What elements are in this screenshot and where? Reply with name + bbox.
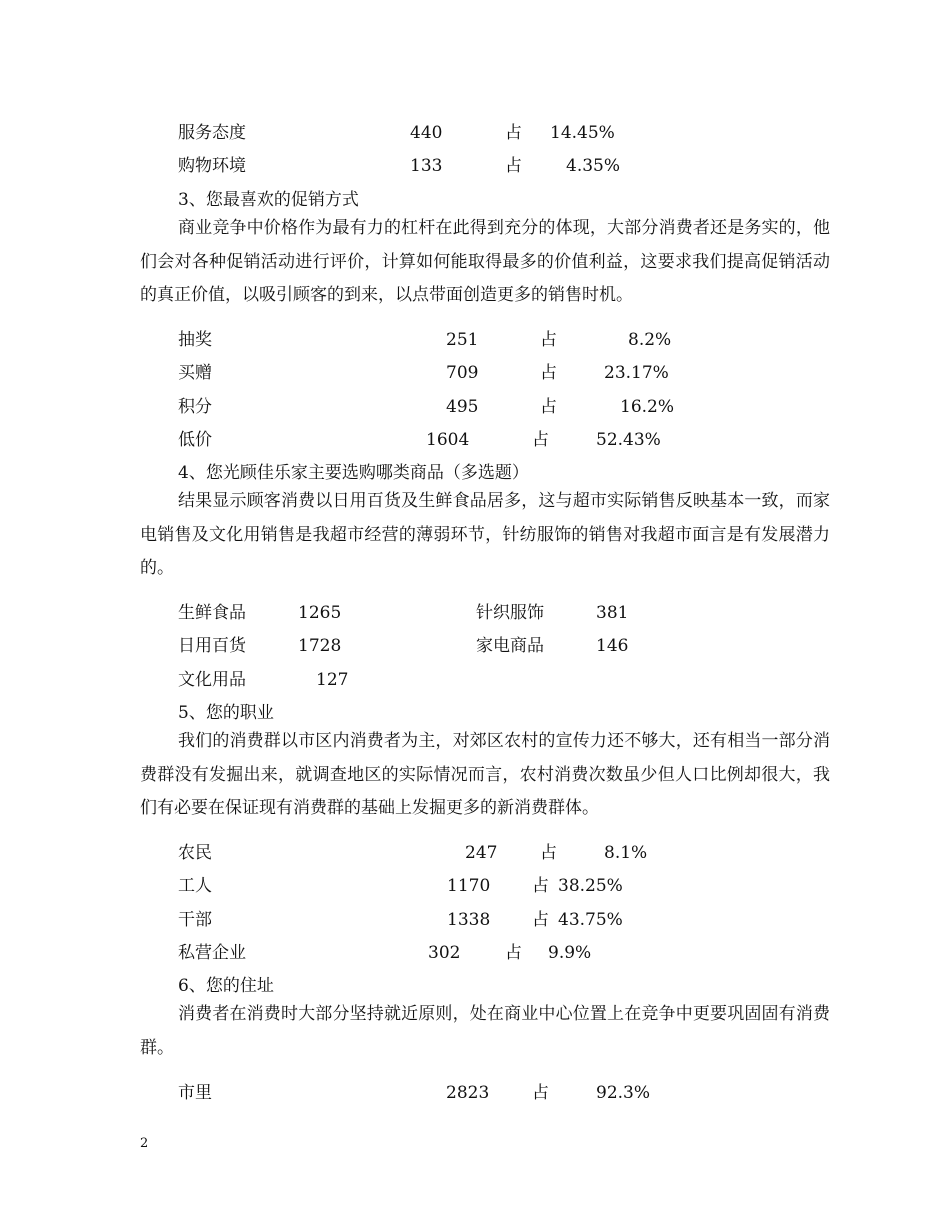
section-paragraph-6: 消费者在消费时大部分坚持就近原则，处在商业中心位置上在竞争中更要巩固固有消费群。 <box>140 1004 830 1058</box>
page-number: 2 <box>140 1136 149 1151</box>
row-label: 服务态度 <box>178 123 246 143</box>
row-pct: 43.75% <box>558 910 623 930</box>
row-pct: 8.2% <box>628 330 672 350</box>
row-zhan: 占 <box>540 397 557 417</box>
row-zhan: 占 <box>505 156 522 176</box>
row-zhan: 占 <box>532 910 549 930</box>
row-pct: 8.1% <box>604 843 648 863</box>
section-paragraph-4: 结果显示顾客消费以日用百货及生鲜食品居多，这与超市实际销售反映基本一致，而家电销售及文化用销售是我超市经营的薄弱环节，针纺服饰的销售对我超市面言是有发展潜力的。 <box>140 491 830 578</box>
section-heading-6: 6、您的住址 <box>178 976 274 996</box>
row-zhan: 占 <box>532 1083 549 1103</box>
row-label: 低价 <box>178 430 212 450</box>
row-pct: 4.35% <box>566 156 621 176</box>
row-zhan: 占 <box>532 876 549 896</box>
row-zhan: 占 <box>540 330 557 350</box>
row-pct: 92.3% <box>596 1083 651 1103</box>
section-heading-4: 4、您光顾佳乐家主要选购哪类商品（多选题） <box>178 463 529 483</box>
item-label: 生鲜食品 <box>178 603 246 623</box>
row-pct: 14.45% <box>550 123 615 143</box>
item-count: 1728 <box>298 636 342 656</box>
row-pct: 23.17% <box>604 363 669 383</box>
row-zhan: 占 <box>505 123 522 143</box>
row-label: 买赠 <box>178 363 212 383</box>
row-label: 农民 <box>178 843 212 863</box>
row-zhan: 占 <box>540 363 557 383</box>
row-label: 积分 <box>178 397 212 417</box>
row-count: 2823 <box>446 1083 490 1103</box>
section-paragraph-3: 商业竞争中价格作为最有力的杠杆在此得到充分的体现，大部分消费者还是务实的，他们会对各种促销活动进行评价，计算如何能取得最多的价值利益，这要求我们提高促销活动的真正价值，以吸引顾客的到来，以点带面创造更多的销售时机。 <box>140 218 830 305</box>
row-label: 市里 <box>178 1083 212 1103</box>
row-label: 私营企业 <box>178 943 246 963</box>
row-count: 495 <box>446 397 479 417</box>
item-count: 146 <box>596 636 629 656</box>
row-count: 247 <box>465 843 498 863</box>
row-zhan: 占 <box>540 843 557 863</box>
row-pct: 52.43% <box>596 430 661 450</box>
item-count: 1265 <box>298 603 342 623</box>
row-label: 购物环境 <box>178 156 246 176</box>
item-label: 针织服饰 <box>476 603 544 623</box>
section-paragraph-5: 我们的消费群以市区内消费者为主，对郊区农村的宣传力还不够大，还有相当一部分消费群没有发掘出来，就调查地区的实际情况而言，农村消费次数虽少但人口比例却很大，我们有必要在保证现有消费群的基础上发掘更多的新消费群体。 <box>140 731 830 818</box>
row-zhan: 占 <box>505 943 522 963</box>
row-pct: 38.25% <box>558 876 623 896</box>
row-count: 1604 <box>426 430 470 450</box>
row-zhan: 占 <box>532 430 549 450</box>
item-label: 家电商品 <box>476 636 544 656</box>
item-label: 日用百货 <box>178 636 246 656</box>
row-count: 440 <box>410 123 443 143</box>
item-count: 127 <box>316 670 349 690</box>
row-count: 302 <box>428 943 461 963</box>
row-pct: 16.2% <box>620 397 675 417</box>
section-heading-3: 3、您最喜欢的促销方式 <box>178 190 359 210</box>
row-label: 抽奖 <box>178 330 212 350</box>
row-pct: 9.9% <box>548 943 592 963</box>
row-count: 1338 <box>447 910 491 930</box>
row-count: 133 <box>410 156 443 176</box>
row-count: 251 <box>446 330 479 350</box>
section-heading-5: 5、您的职业 <box>178 703 274 723</box>
item-count: 381 <box>596 603 629 623</box>
row-label: 干部 <box>178 910 212 930</box>
item-label: 文化用品 <box>178 670 246 690</box>
row-count: 1170 <box>447 876 491 896</box>
row-count: 709 <box>446 363 479 383</box>
row-label: 工人 <box>178 876 212 896</box>
